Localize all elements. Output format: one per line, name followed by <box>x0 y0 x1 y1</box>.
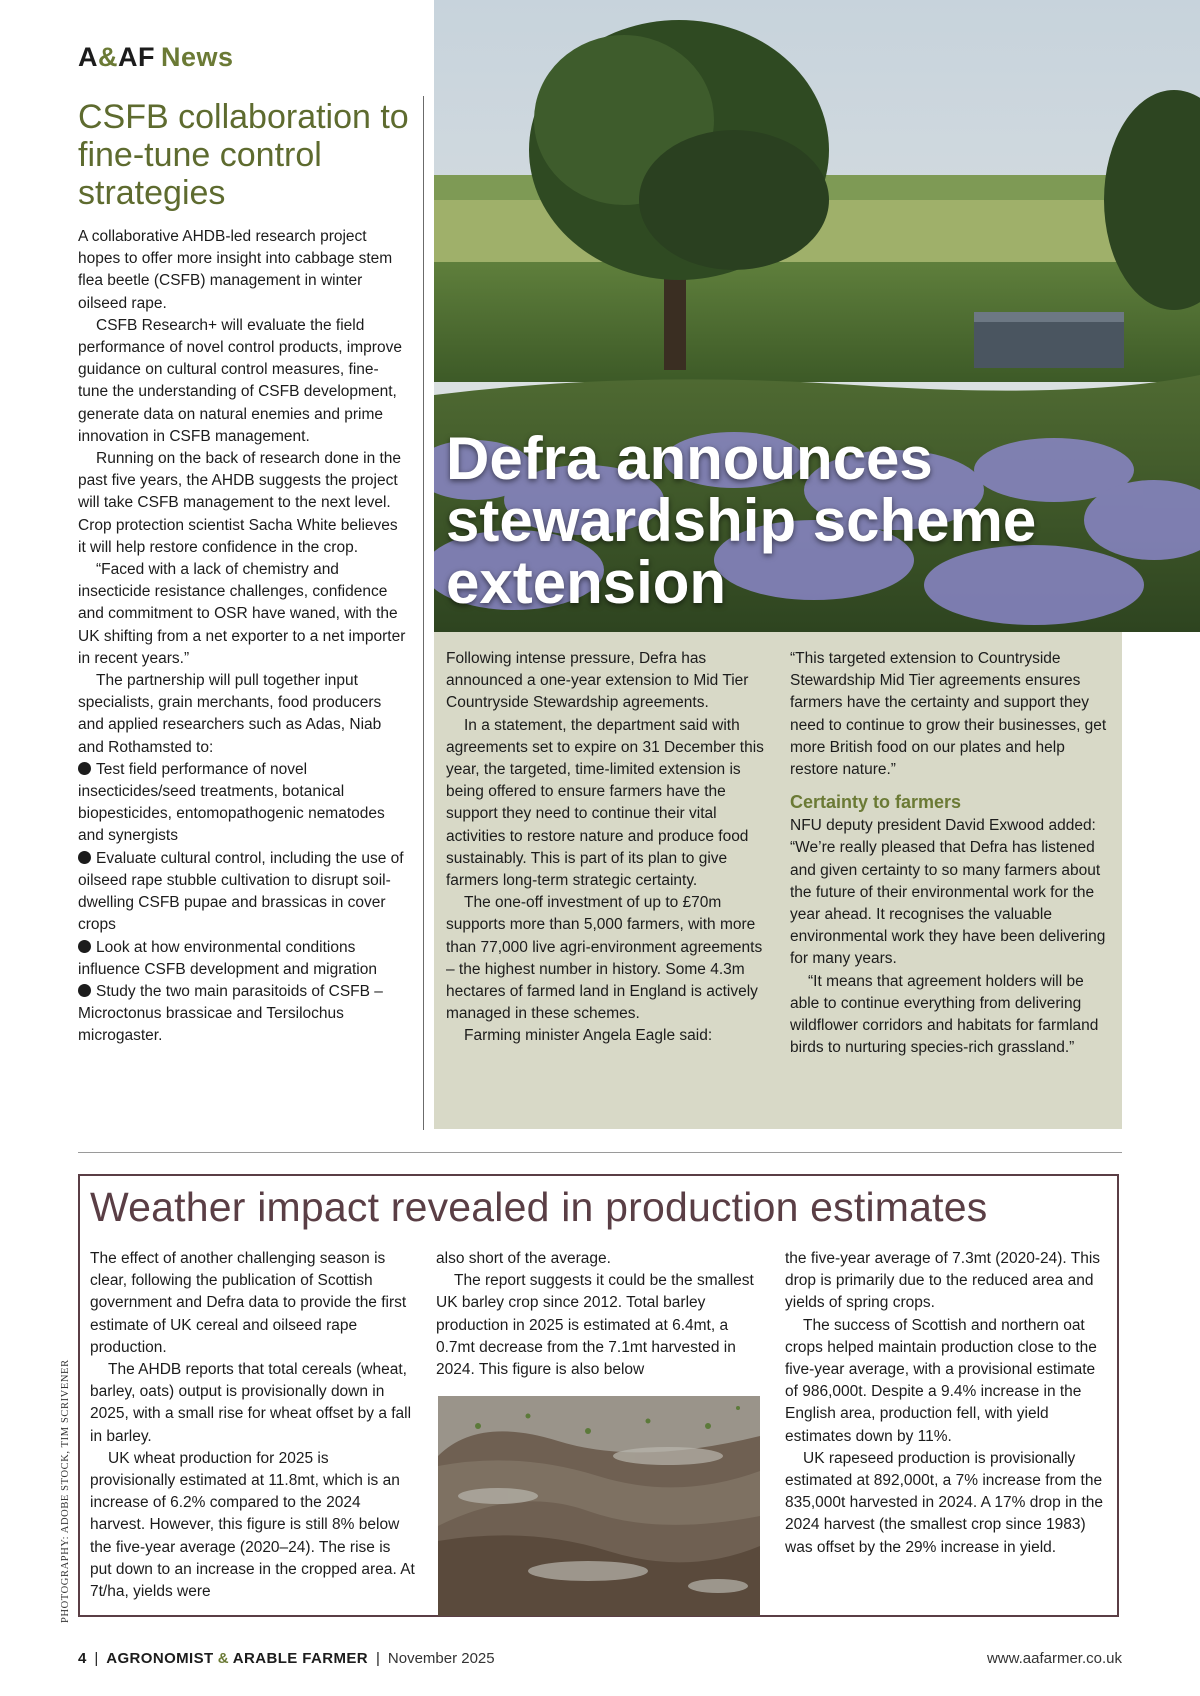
weather-headline: Weather impact revealed in production estimates <box>90 1184 988 1230</box>
csfb-bullet-item <box>78 981 408 1048</box>
bullet-dot-icon <box>78 984 91 997</box>
defra-paragraph: The one-off investment of up to £70m supports more than 5,000 farmers, with more than 77,000 live agri-environment agreements – the highest number in history. Some 4.3m hectares of farmed land in England is actively managed in these schemes. <box>446 894 763 1023</box>
defra-quote: “This targeted extension to Countryside Stewardship Mid Tier agreements ensures farmers have the certainty and support they need to continue to grow their businesses, get more British food on our plates and help restore nature.” <box>790 650 1107 779</box>
section-label-a: A <box>78 42 98 72</box>
flooded-field-photo <box>438 1396 760 1616</box>
csfb-bullet-item <box>78 759 408 848</box>
footer-separator: | <box>94 1650 99 1667</box>
section-label-news: News <box>161 42 234 72</box>
weather-paragraph: The report suggests it could be the smallest UK barley crop since 2012. Total barley production in 2025 is estimated at 6.4mt, a 0.7mt decrease from the 7.1mt harvested in 2024. This figure is also below <box>436 1272 754 1379</box>
weather-paragraph: the five-year average of 7.3mt (2020-24). This drop is primarily due to the reduced area and yields of spring crops. <box>785 1250 1101 1312</box>
csfb-paragraph: A collaborative AHDB-led research project hopes to offer more insight into cabbage stem flea beetle (CSFB) management in winter oilseed rape. <box>78 228 393 312</box>
defra-paragraph: Farming minister Angela Eagle said: <box>464 1027 713 1045</box>
defra-paragraph: In a statement, the department said with agreements set to expire on 31 December this year, the targeted, time-limited extension is being offered to ensure farmers have the support they need to continue their vital activities to restore nature and produce food sustainably. This is part of its plan to give farmers long-term strategic certainty. <box>446 716 764 890</box>
weather-paragraph: UK rapeseed production is provisionally estimated at 892,000t, a 7% increase from the 835,000t harvested in 2024. A 17% drop in the 2024 harvest (the smallest crop since 1983) was offset by the 29% increase in yield. <box>785 1449 1103 1556</box>
bullet-dot-icon <box>78 851 91 864</box>
defra-subheading: Certainty to farmers <box>790 792 962 813</box>
bullet-dot-icon <box>78 762 91 775</box>
weather-paragraph: The AHDB reports that total cereals (wheat, barley, oats) output is provisionally down in 2025, with a small rise for wheat offset by a fall in barley. <box>90 1361 412 1445</box>
weather-paragraph: The effect of another challenging season is clear, following the publication of Scottish government and Defra data to provide the first estimate of UK cereal and oilseed rape production. <box>90 1250 407 1356</box>
csfb-bullet-text: Evaluate cultural control, including the use of oilseed rape stubble cultivation to disrupt soil-dwelling CSFB pupae and brassicas in cover crops <box>78 849 404 934</box>
footer-separator: | <box>375 1650 380 1667</box>
section-label-amp: & <box>98 42 118 72</box>
csfb-paragraph: The partnership will pull together input specialists, grain merchants, food producers and applied researchers such as Adas, Niab and Rothamsted to: <box>78 672 382 756</box>
section-label-af: AF <box>118 42 155 72</box>
footer-url[interactable]: www.aafarmer.co.uk <box>986 1650 1122 1667</box>
weather-column-2 <box>436 1248 762 1381</box>
csfb-paragraph: “Faced with a lack of chemistry and insecticide resistance challenges, confidence and commitment to OSR have waned, with the UK shifting from a net exporter to a net importer in recent years.” <box>78 561 406 667</box>
page-number: 4 <box>78 1650 87 1667</box>
footer-publication <box>78 1650 495 1667</box>
weather-column-3 <box>785 1248 1111 1559</box>
defra-paragraph: “It means that agreement holders will be able to continue everything from delivering wildflower corridors and habitats for farmland birds to nurturing species-rich grassland.” <box>790 972 1099 1057</box>
section-label <box>78 42 234 73</box>
defra-headline: Defra announces stewardship scheme extension <box>446 425 1037 616</box>
csfb-article-body <box>78 226 408 1048</box>
publication-amp: & <box>217 1650 229 1667</box>
photo-credit: PHOTOGRAPHY: ADOBE STOCK, TIM SCRIVENER <box>60 1359 71 1623</box>
weather-paragraph: also short of the average. <box>436 1250 611 1267</box>
defra-paragraph: Following intense pressure, Defra has announced a one-year extension to Mid Tier Countryside Stewardship agreements. <box>446 650 749 712</box>
csfb-bullet-text: Study the two main parasitoids of CSFB – Microctonus brassicae and Tersilochus microgaster. <box>78 982 383 1045</box>
csfb-paragraph: CSFB Research+ will evaluate the field performance of novel control products, improve guidance on cultural control measures, fine-tune the understanding of CSFB development, generate data on natural enemies and prime innovation in CSFB management. <box>78 316 402 445</box>
defra-paragraph: NFU deputy president David Exwood added: “We’re really pleased that Defra has listened and given certainty to so many farmers about the future of their environmental work for the year ahead. It recognises the valuable environmental work they have been delivering for many years. <box>790 817 1106 968</box>
publication-name-1: AGRONOMIST <box>106 1650 214 1667</box>
csfb-bullet-item <box>78 848 408 937</box>
bullet-dot-icon <box>78 940 91 953</box>
csfb-bullet-text: Test field performance of novel insecticides/seed treatments, botanical biopesticides, entomopathogenic nematodes and synergists <box>78 760 385 845</box>
column-divider <box>423 96 424 1130</box>
csfb-bullet-text: Look at how environmental conditions influence CSFB development and migration <box>78 938 377 978</box>
defra-column-1 <box>446 648 768 1048</box>
issue-date: November 2025 <box>387 1650 495 1667</box>
csfb-bullet-item <box>78 937 408 981</box>
csfb-paragraph: Running on the back of research done in the past five years, the AHDB suggests the project will take CSFB management to the next level. Crop protection scientist Sacha White believes it will help restore confidence in the crop. <box>78 450 402 556</box>
weather-column-1 <box>90 1248 416 1603</box>
defra-column-2 <box>790 648 1112 1059</box>
section-divider <box>78 1152 1122 1153</box>
weather-paragraph: The success of Scottish and northern oat crops helped maintain production close to the five-year average, with a provisional estimate of 986,000t. Despite a 9.4% increase in the English area, production fell, with yield estimates down by 11%. <box>785 1316 1097 1445</box>
csfb-headline: CSFB collaboration to fine-tune control strategies <box>78 98 409 212</box>
publication-name-2: ARABLE FARMER <box>232 1650 368 1667</box>
weather-paragraph: UK wheat production for 2025 is provisionally estimated at 11.8mt, which is an increase of 6.2% compared to the 2024 harvest. However, this figure is still 8% below the five-year average (2020–24). The rise is put down to an increase in the cropped area. At 7t/ha, yields were <box>90 1449 415 1601</box>
